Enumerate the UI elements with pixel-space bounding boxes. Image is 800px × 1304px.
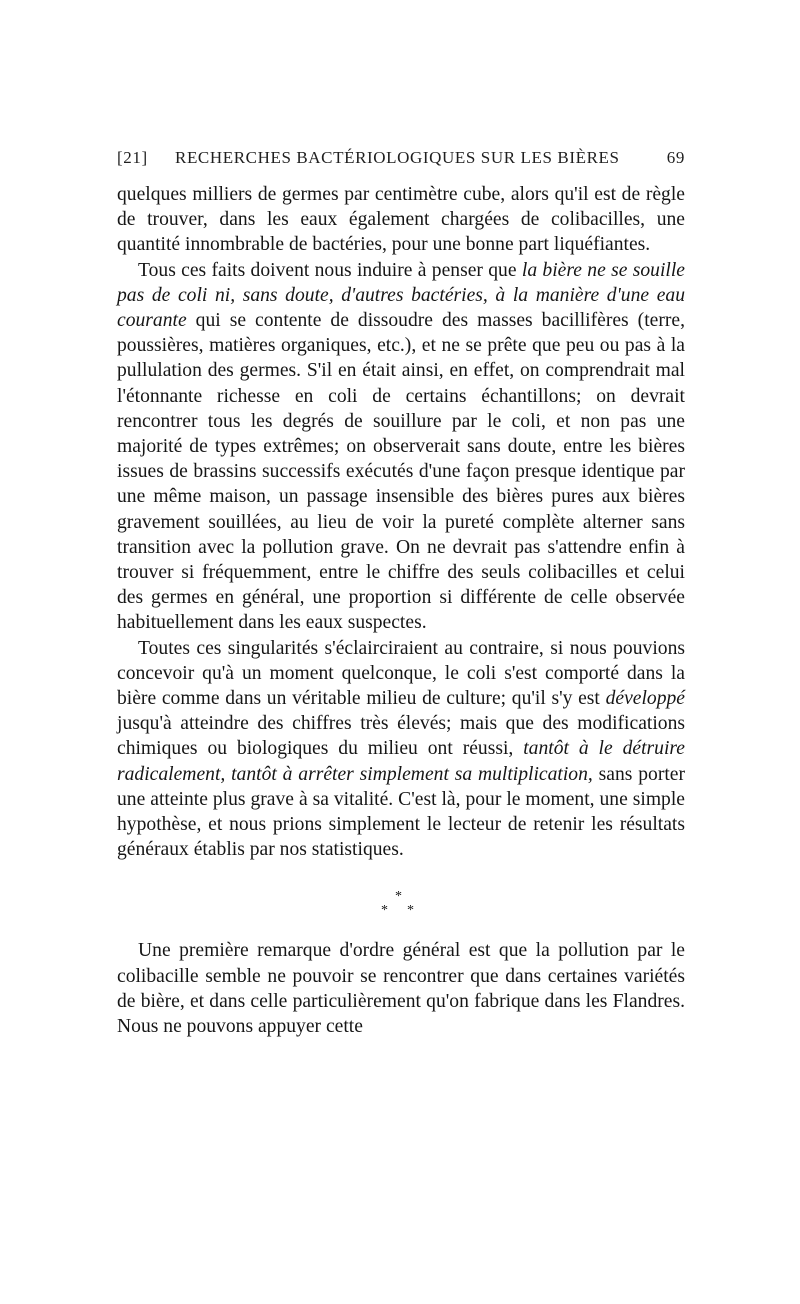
asterism-separator [117,876,685,938]
paragraph-3-part-2: jusqu'à atteindre des chiffres très élevés; mais que des modifications chimiques ou biologiques du milieu ont réussi, [117,713,685,760]
running-header [117,148,685,174]
running-title: RECHERCHES BACTÉRIOLOGIQUES SUR LES BIÈRES [175,148,620,167]
paragraph-3-part-3: sans porter une atteinte plus grave à sa vitalité. C'est là, pour le moment, une simple hypothèse, et nous prions simplement le lecteur de retenir les résultats généraux établis par nos statistiques. [117,763,686,861]
paragraph-2-part-2: qui se contente de dissoudre des masses bacillifères (terre, poussières, matières organiques, etc.), et ne se prête que peu ou pas à la pullulation des germes. S'il en était ainsi, en effet, on comprendrait mal l'étonnante richesse en coli de certains échantillons; on devrait rencontrer tous les degrés de souillure par le coli, et non pas une majorité de types extrêmes; on observerait sans doute, entre les bières issues de brassins successifs exécutés d'une façon presque identique par une même maison, un passage insensible des bières pures aux bières gravement souillées, au lieu de voir la pureté complète alterner sans transition avec la pollution grave. On ne devrait pas s'attendre enfin à trouver si fréquemment, entre le chiffre des seuls colibacilles et celui des germes en général, une proportion si différente de celle observée habituellement dans les eaux suspectes. [117,310,685,634]
paragraph-3-italic-2: tantôt à le détruire radicalement, tantôt à arrêter simplement sa multiplication, [117,738,685,785]
paragraph [117,938,685,1039]
asterism-star: * [381,903,388,919]
paragraph-4-text: Une première remarque d'ordre général est que la pollution par le colibacille semble ne pouvoir se rencontrer que dans certaines variétés de bière, et dans celle particulièrement qu'on fabrique dans les Flandres. Nous ne pouvons appuyer cette [117,940,685,1038]
paragraph-continuation [117,182,685,258]
paragraph [117,636,685,863]
asterism-star: * [407,903,414,919]
paragraph-2-part-1: Tous ces faits doivent nous induire à penser que [138,259,522,281]
asterism-star: * [395,889,402,905]
book-page [117,148,685,1039]
paragraph-1-text: quelques milliers de germes par centimètre cube, alors qu'il est de règle de trouver, dans les eaux également chargées de colibacilles, une quantité innombrable de bactéries, pour une bonne part liquéfiantes. [117,184,685,256]
page-number: 69 [666,148,685,167]
paragraph-2-italic-1: la bière ne se souille pas de coli ni, sans doute, d'autres bactéries, à la manière d'une eau courante [117,259,685,332]
section-reference: [21] [117,148,148,167]
body-text [117,182,685,1039]
paragraph-3-part-1: Toutes ces singularités s'éclairciraient au contraire, si nous pouvions concevoir qu'à un moment quelconque, le coli s'est comporté dans la bière comme dans un véritable milieu de culture; qu'il s'y est [117,637,685,710]
paragraph-3-italic-1: développé [605,688,685,710]
paragraph [117,258,685,636]
